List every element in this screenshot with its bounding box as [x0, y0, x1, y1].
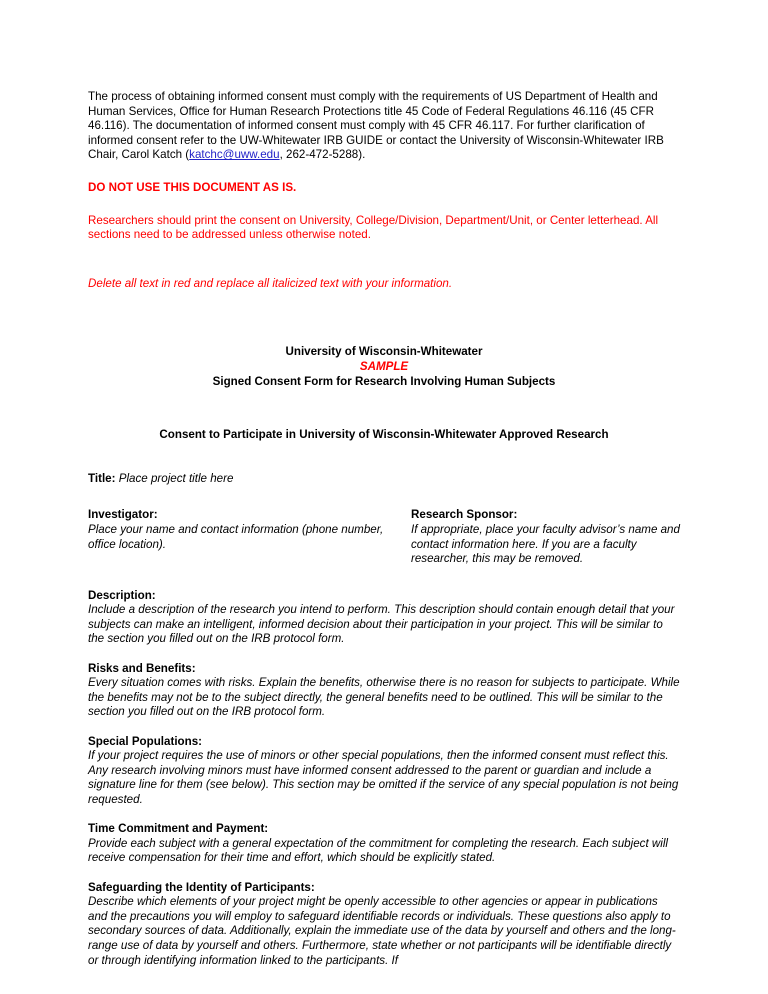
intro-text-after-email: , 262-472-5288).: [279, 148, 366, 162]
section-description: [88, 589, 680, 647]
section-heading: Safeguarding the Identity of Participants:: [88, 880, 315, 894]
spacer: [88, 647, 680, 662]
section-body[interactable]: If your project requires the use of minors or other special populations, then the informed consent must reflect this. Any research involving minors must have informed consent addressed to the parent or guardian and include a signature line for them (see below). This section may be omitted if the service of any special population is not being requested.: [88, 749, 679, 806]
consent-heading: Consent to Participate in University of Wisconsin-Whitewater Approved Research: [159, 428, 609, 442]
spacer: [88, 418, 680, 428]
section-time-commitment-and-payment: [88, 822, 680, 866]
document-body: [88, 90, 680, 968]
section-risks-and-benefits: [88, 662, 680, 720]
section-safeguarding-identity: [88, 881, 680, 969]
section-body[interactable]: Describe which elements of your project might be openly accessible to other agencies or appear in publications and the precautions you will employ to safeguard identifiable records or individuals. These questions also apply to secondary sources of data. Additionally, explain the immediate use of the data by yourself and others and the long-range use of data by yourself and others. Furthermore, state whether or not participants will be identifiable directly or through identifying information linked to the participants. If: [88, 895, 676, 967]
project-title-placeholder[interactable]: Place project title here: [118, 471, 234, 485]
investigator-heading: Investigator:: [88, 508, 158, 522]
spacer: [88, 866, 680, 881]
spacer: [88, 720, 680, 735]
sponsor-heading: Research Sponsor:: [411, 508, 518, 522]
spacer: [88, 486, 680, 508]
intro-paragraph: [88, 90, 680, 163]
investigator-body[interactable]: Place your name and contact information (phone number, office location).: [88, 522, 384, 551]
sample-label: SAMPLE: [359, 359, 409, 373]
spacer: [88, 335, 680, 345]
spacer: [88, 389, 680, 418]
project-title-label: Title:: [88, 471, 116, 485]
university-name: University of Wisconsin-Whitewater: [285, 345, 483, 359]
section-body[interactable]: Provide each subject with a general expectation of the commitment for completing the research. Each subject will receive compensation for their time and effort, which should be explicitly stated.: [88, 836, 668, 865]
intro-text-before-email: The process of obtaining informed consent must comply with the requirements of US Department of Health and Human Services, Office for Human Research Protections title 45 Code of Federal Regulations 46.116 (45 CFR 46.116). The documentation of informed consent must comply with 45 CFR 46.117. For further clarification of informed consent refer to the UW-Whitewater IRB GUIDE or contact the University of Wisconsin-Whitewater IRB Chair, Carol Katch (: [88, 90, 664, 162]
warning-notice: DO NOT USE THIS DOCUMENT AS IS.: [88, 180, 297, 194]
section-body[interactable]: Every situation comes with risks. Explain the benefits, otherwise there is no reason for subjects to participate. While the benefits may not be to the subject directly, the general benefits need to be outlined. This will be similar to the section you filled out on the IRB protocol form.: [88, 676, 680, 719]
email-link[interactable]: katchc@uww.edu: [189, 148, 280, 162]
spacer: [88, 163, 680, 181]
form-title: Signed Consent Form for Research Involving Human Subjects: [212, 374, 556, 388]
project-title-field: [88, 472, 680, 487]
investigator-column: [88, 508, 411, 566]
section-heading: Special Populations:: [88, 734, 203, 748]
sponsor-column: [411, 508, 680, 566]
spacer: [88, 243, 680, 277]
delete-instruction-notice: Delete all text in red and replace all italicized text with your information.: [88, 276, 453, 290]
spacer: [88, 567, 680, 589]
spacer: [88, 808, 680, 823]
section-body[interactable]: Include a description of the research you intend to perform. This description should contain enough detail that your subjects can make an intelligent, informed decision about their participation in your project. This will be similar to the section you filled out on the IRB protocol form.: [88, 603, 675, 646]
spacer: [88, 291, 680, 335]
section-special-populations: [88, 735, 680, 808]
spacer: [88, 196, 680, 214]
spacer: [88, 443, 680, 472]
sponsor-body[interactable]: If appropriate, place your faculty advisor’s name and contact information here. If you are a faculty researcher, this may be removed.: [411, 522, 680, 566]
letterhead-notice: Researchers should print the consent on University, College/Division, Department/Unit, or Center letterhead. All sections need to be addressed unless otherwise noted.: [88, 213, 659, 242]
contacts-section: [88, 508, 680, 566]
section-heading: Time Commitment and Payment:: [88, 822, 269, 836]
section-heading: Risks and Benefits:: [88, 661, 196, 675]
section-heading: Description:: [88, 588, 156, 602]
